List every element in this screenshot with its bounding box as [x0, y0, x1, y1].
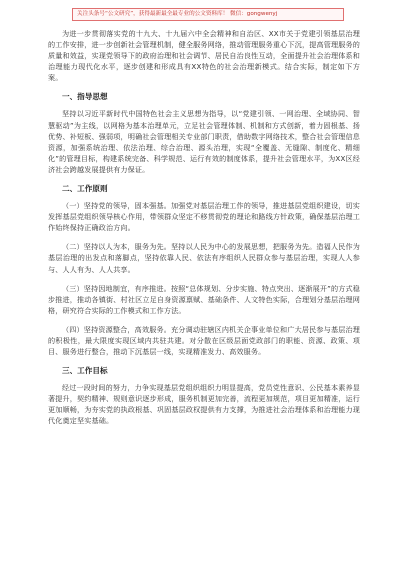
intro-paragraph: 为进一步贯彻落实党的十九大、十九届六中全会精神和自治区、XX市关于党建引领基层治理的工作安排，进一步创新社会管理机制，健全服务网络，推动管理服务重心下沉，提高管理服务的质量和效益，实现党领导下的政府治理和社会调节、居民自治良性互动，全面提升社会治理体系和治理能力现代化水平，逐步创建和形成具有XX特色的社会治理新模式。结合实际，制定如下方案。: [48, 29, 360, 83]
section-paragraph: （三）坚持因地制宜，有序推进。按照“总体规划、分步实施、特点突出、逐渐展开”的方式稳步推进，推动各镇街、村社区立足自身资源禀赋、基础条件、人文特色实际，合理划分基层治理网格，研究符合实际的工作模式和工作方法。: [48, 283, 360, 315]
document-page: [48, 28, 360, 427]
section-paragraph: 经过一段时间的努力，力争实现基层党组织组织力明显提高，党员党性意识、公民基本素养显著提升，契约精神、规则意识逐步形成，服务机制更加完善，流程更加规范，项目更加精准，运行更加顺畅，为夯实党的执政根基、巩固基层政权提供有力支撑，为推进社会治理体系和治理能力现代化奠定坚实基础。: [48, 383, 360, 426]
section-title-guiding-ideology: 一、指导思想: [62, 92, 108, 102]
section-title-work-principles: 二、工作原则: [62, 184, 108, 194]
section-paragraph: （一）坚持党的领导，固本强基。加强党对基层治理工作的领导，推进基层党组织建设，切实发挥基层党组织领导核心作用，带领群众坚定不移贯彻党的理论和路线方针政策，确保基层治理工作始终保持正确政治方向。: [48, 201, 360, 233]
section-paragraph: 坚持以习近平新时代中国特色社会主义思想为指导，以“党建引领、一网治理、全域协同、智慧驱动”为主线，以网格为基本治理单元，立足社会管理体制、机制和方式创新，着力固根基、扬优势、补短板、强弱项，明确社会管理相关专业部门职责，借助数字网络技术，整合社会管理信息资源，加强系统治理、依法治理、综合治理、源头治理，实现“全覆盖、无缝隙、制度化、精细化”的管理目标，构建系统完备、科学规范、运行有效的制度体系，提升社会管理水平，为XX区经济社会跨越发展提供有力保证。: [48, 109, 360, 174]
section-title-work-goals: 三、工作目标: [62, 366, 108, 376]
section-paragraph: （二）坚持以人为本，服务为先。坚持以人民为中心的发展思想，把服务为先。造福人民作为基层治理的出发点和落脚点，坚持依靠人民、依法有序组织人民群众参与基层治理，实现人人参与、人人有为、人人共享。: [48, 242, 360, 274]
section-paragraph: （四）坚持资源整合，高效服务。充分调动驻辖区内机关企事业单位和广大居民参与基层治理的积极性，最大限度实现区域内共驻共建。对分散在区级层面党政部门的职能、资源、政策、项目、服务进行整合，推动下沉基层一线，实现精准发力、高效服务。: [48, 324, 360, 357]
promo-banner: 关注头条号“公文研究”，获得最新最全最专业的公文资料库！ 微信：gongwenyj: [72, 8, 344, 21]
